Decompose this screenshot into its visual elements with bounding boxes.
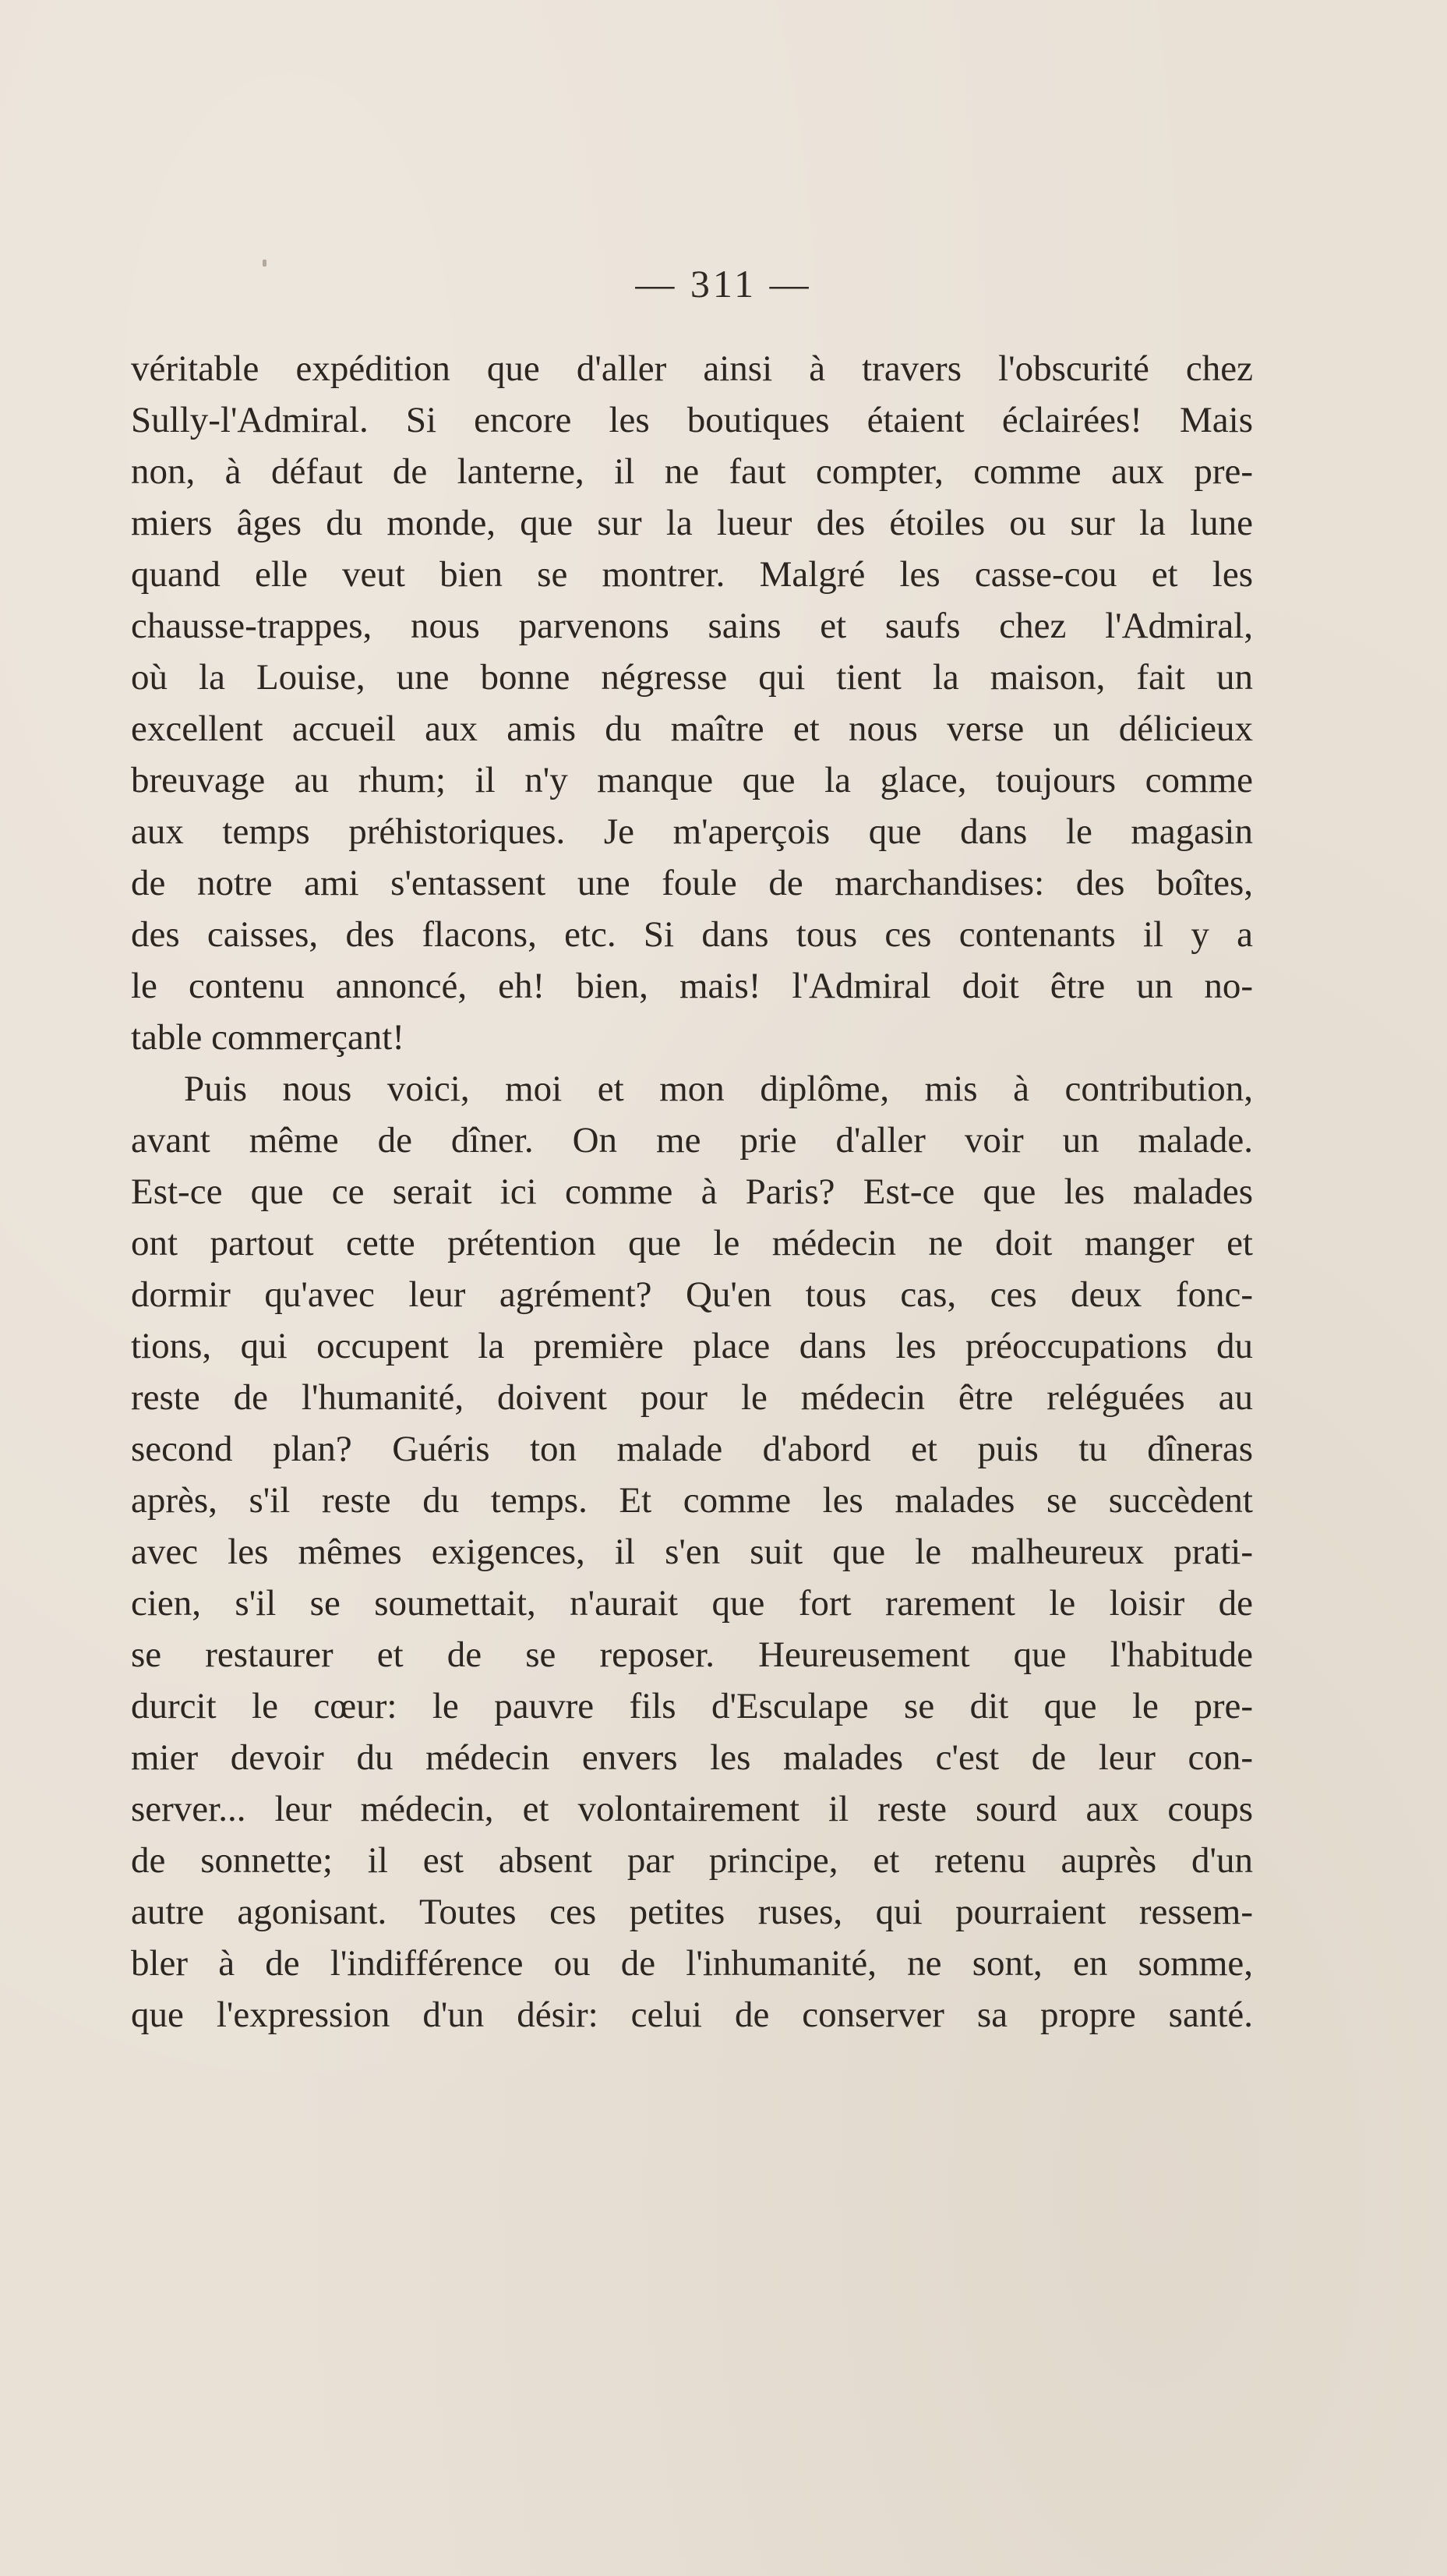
text-line: breuvage au rhum; il n'y manque que la glace, toujours comme bbox=[131, 760, 1253, 800]
paragraph-1 bbox=[131, 343, 1253, 1063]
paragraph-2 bbox=[131, 1063, 1253, 2041]
text-line: Est-ce que ce serait ici comme à Paris? Est-ce que les malades bbox=[131, 1171, 1253, 1212]
text-line: après, s'il reste du temps. Et comme les malades se succèdent bbox=[131, 1480, 1253, 1521]
text-line: reste de l'humanité, doivent pour le médecin être reléguées au bbox=[131, 1377, 1253, 1418]
text-line: second plan? Guéris ton malade d'abord et puis tu dîneras bbox=[131, 1429, 1253, 1469]
text-line: avant même de dîner. On me prie d'aller voir un malade. bbox=[131, 1120, 1253, 1161]
text-line: où la Louise, une bonne négresse qui tient la maison, fait un bbox=[131, 657, 1253, 698]
text-line: cien, s'il se soumettait, n'aurait que fort rarement le loisir de bbox=[131, 1583, 1253, 1624]
text-line: de notre ami s'entassent une foule de marchandises: des boîtes, bbox=[131, 863, 1253, 903]
text-line: le contenu annoncé, eh! bien, mais! l'Admiral doit être un no- bbox=[131, 966, 1253, 1006]
text-line: des caisses, des flacons, etc. Si dans tous ces contenants il y a bbox=[131, 914, 1253, 955]
text-line: excellent accueil aux amis du maître et nous verse un délicieux bbox=[131, 708, 1253, 749]
text-line: chausse-trappes, nous parvenons sains et saufs chez l'Admiral, bbox=[131, 606, 1253, 646]
text-line: miers âges du monde, que sur la lueur des étoiles ou sur la lune bbox=[131, 503, 1253, 543]
text-line: bler à de l'indifférence ou de l'inhumanité, ne sont, en somme, bbox=[131, 1943, 1253, 1984]
text-line: tions, qui occupent la première place dans les préoccupations du bbox=[131, 1326, 1253, 1366]
text-line: dormir qu'avec leur agrément? Qu'en tous cas, ces deux fonc- bbox=[131, 1274, 1253, 1315]
text-line: que l'expression d'un désir: celui de conserver sa propre santé. bbox=[131, 1995, 1253, 2035]
text-line: table commerçant! bbox=[131, 1017, 405, 1058]
text-line: se restaurer et de se reposer. Heureusement que l'habitude bbox=[131, 1634, 1253, 1675]
text-line: non, à défaut de lanterne, il ne faut compter, comme aux pre- bbox=[131, 451, 1253, 492]
body-text bbox=[131, 343, 1253, 2041]
text-line: avec les mêmes exigences, il s'en suit que le malheureux prati- bbox=[131, 1532, 1253, 1572]
text-line: Puis nous voici, moi et mon diplôme, mis à contribution, bbox=[184, 1069, 1253, 1109]
text-line: mier devoir du médecin envers les malades c'est de leur con- bbox=[131, 1737, 1253, 1778]
text-line: de sonnette; il est absent par principe, et retenu auprès d'un bbox=[131, 1840, 1253, 1881]
page-number: — 311 — bbox=[635, 262, 812, 306]
text-line: véritable expédition que d'aller ainsi à travers l'obscurité chez bbox=[131, 348, 1253, 389]
text-line: server... leur médecin, et volontairement il reste sourd aux coups bbox=[131, 1789, 1253, 1829]
text-line: Sully-l'Admiral. Si encore les boutiques étaient éclairées! Mais bbox=[131, 400, 1253, 440]
text-line: autre agonisant. Toutes ces petites ruses, qui pourraient ressem- bbox=[131, 1892, 1253, 1932]
text-line: quand elle veut bien se montrer. Malgré les casse-cou et les bbox=[131, 554, 1253, 595]
text-line: ont partout cette prétention que le médecin ne doit manger et bbox=[131, 1223, 1253, 1263]
text-line: durcit le cœur: le pauvre fils d'Esculape se dit que le pre- bbox=[131, 1686, 1253, 1726]
text-line: aux temps préhistoriques. Je m'aperçois que dans le magasin bbox=[131, 811, 1253, 852]
